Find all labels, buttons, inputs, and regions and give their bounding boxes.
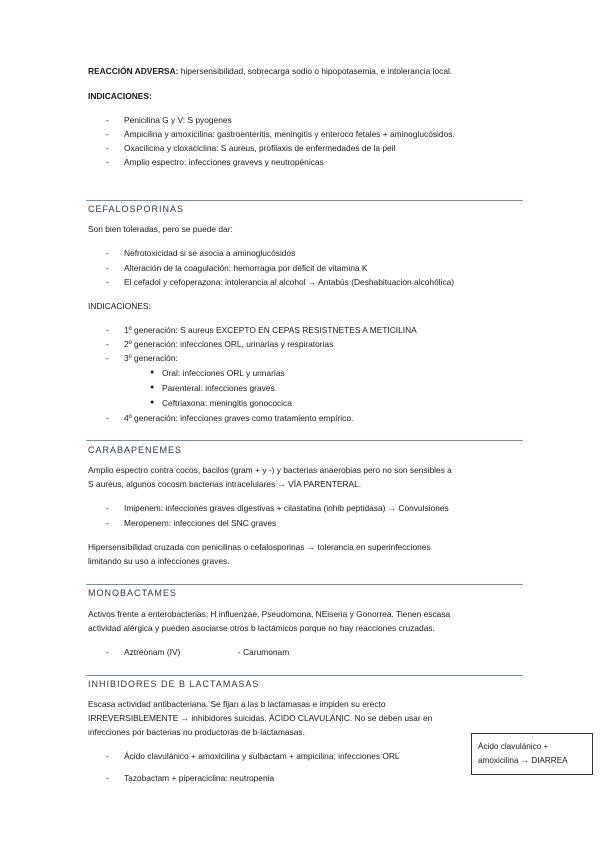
adverse-label: REACCIÓN ADVERSA:	[88, 66, 179, 76]
sub-list-item: Ceftriaxona: meningitis gonococica	[162, 398, 292, 408]
paragraph-line: limitando su uso a infecciones graves.	[88, 556, 230, 566]
list-item: - Carumonam	[238, 647, 290, 657]
bullet-dash: -	[106, 248, 109, 258]
paragraph-line: S aureus, algunos cocosm bacterias intracelulares → VÍA PARENTERAL.	[88, 479, 362, 489]
list-item: 4º generación: infecciones graves como tratamiento empírico.	[124, 413, 354, 423]
bullet-dash: -	[106, 325, 109, 335]
section-divider	[86, 200, 523, 201]
bullet-dash: -	[106, 751, 109, 761]
paragraph-line: Hipersensibilidad cruzada con penicilinas o cefalosporinas → tolerancia en superinfecciones	[88, 542, 431, 552]
list-item: 1º generación: S aureus EXCEPTO EN CEPAS RESISTNETES A METICILINA	[124, 325, 417, 335]
sub-list-item: Oral: infecciones ORL y urinarias	[162, 368, 285, 378]
bullet-dash: -	[106, 353, 109, 363]
bullet-dash: -	[106, 647, 109, 657]
list-item: Tazobactam + piperaciclina: neutropenia	[124, 773, 275, 783]
paragraph-line: IRREVERSIBLEMENTE → inhibidores suicidas. ÁCIDO CLAVULÁNIC. No se deben usar en	[88, 713, 433, 723]
note-box-line: Ácido clavulánico +	[478, 742, 549, 751]
bullet-dash: -	[106, 518, 109, 528]
bullet-dash: -	[106, 339, 109, 349]
bullet-dash: -	[106, 143, 109, 153]
paragraph-line: Activos frente a enterobacterias, H influenzae, Pseudomona, NEiseria y Gonorrea. Tienen escasa	[88, 609, 451, 619]
bullet-dash: -	[106, 277, 109, 287]
section-title-inhibidores: INHIBIDORES DE B LACTAMASAS	[88, 679, 260, 689]
section-divider	[86, 584, 523, 585]
list-item: Amplio espectro: infecciones gravevs y neutropénicas	[124, 157, 324, 167]
list-item: Meropenem: infecciones del SNC graves	[124, 518, 277, 528]
adverse-text: hipersensibilidad, sobrecarga sodio o hipopotasemia, e intolerancia local.	[180, 66, 453, 76]
bullet-dash: -	[106, 263, 109, 273]
adverse-reaction-line	[88, 64, 452, 78]
list-item: El cefadol y cefoperazona: intolerancia al alcohol → Antabús (Deshabituacion alcohólica)	[124, 277, 455, 287]
list-item: 2º generación: infecciones ORL, urinarias y respiratorias	[124, 339, 334, 349]
list-item: Oxacilicina y cloxaciclina: S aureus, profilaxis de enfermedades de la peil	[124, 143, 396, 153]
bullet-dot: ●	[150, 369, 155, 376]
list-item: Nefrotoxicidad si se asocia a aminoglucósidos	[124, 248, 296, 258]
cefalosporinas-intro: Son bien toleradas, pero se puede dar:	[88, 224, 233, 234]
list-item: Penicilina G y V: S pyogenes	[124, 115, 232, 125]
bullet-dash: -	[106, 773, 109, 783]
list-item: Aztreonam (IV)	[124, 647, 181, 657]
bullet-dash: -	[106, 503, 109, 513]
bullet-dash: -	[106, 129, 109, 139]
sub-list-item: Parenteral: infecciones graves	[162, 383, 275, 393]
bullet-dash: -	[106, 115, 109, 125]
section-title-monobactames: MONOBACTAMES	[88, 588, 177, 598]
section-divider	[86, 440, 523, 441]
note-box	[471, 733, 593, 775]
paragraph-line: infecciones por bacterias no productoras de b-lactamasas.	[88, 727, 305, 737]
list-item: Imipenem: infecciones graves digestivas + cilastatina (inhib peptidasa) → Convulsiones	[124, 503, 449, 513]
note-box-line: amoxicilina → DIARREA	[478, 756, 568, 765]
list-item: Alteración de la coagulación: hemorragia por déficit de vitamina K	[124, 263, 368, 273]
bullet-dash: -	[106, 157, 109, 167]
list-item: Ampicilina y amoxicilina: gastroenteritis, meningitis y enteroco fetales + aminoglucósidos.	[124, 129, 455, 139]
section-title-cefalosporinas: CEFALOSPORINAS	[88, 204, 185, 214]
indications-heading: INDICACIONES:	[88, 91, 152, 101]
bullet-dot: ●	[150, 399, 155, 406]
paragraph-line: Amplio espectro contra cocos, bacilos (gram + y -) y bacterias anaerobias pero no son sensibles a	[88, 465, 452, 475]
list-item: 3º generación:	[124, 353, 178, 363]
paragraph-line: Escasa actividad antibacteriana. Se fijan a las b lactamasas e impiden su erecto	[88, 699, 386, 709]
section-divider	[86, 675, 523, 676]
bullet-dash: -	[106, 413, 109, 423]
paragraph-line: actividad alérgica y pueden asociarse otros b lactámicos porque no hay reacciones cruzadas.	[88, 623, 435, 633]
bullet-dot: ●	[150, 384, 155, 391]
cefalosporinas-indications-heading: INDICACIONES:	[88, 301, 151, 311]
list-item: Ácido clavulánico + amoxicilina y sulbactam + ampicilina: infecciones ORL	[124, 751, 400, 761]
section-title-carabapenemes: CARABAPENEMES	[88, 445, 183, 455]
